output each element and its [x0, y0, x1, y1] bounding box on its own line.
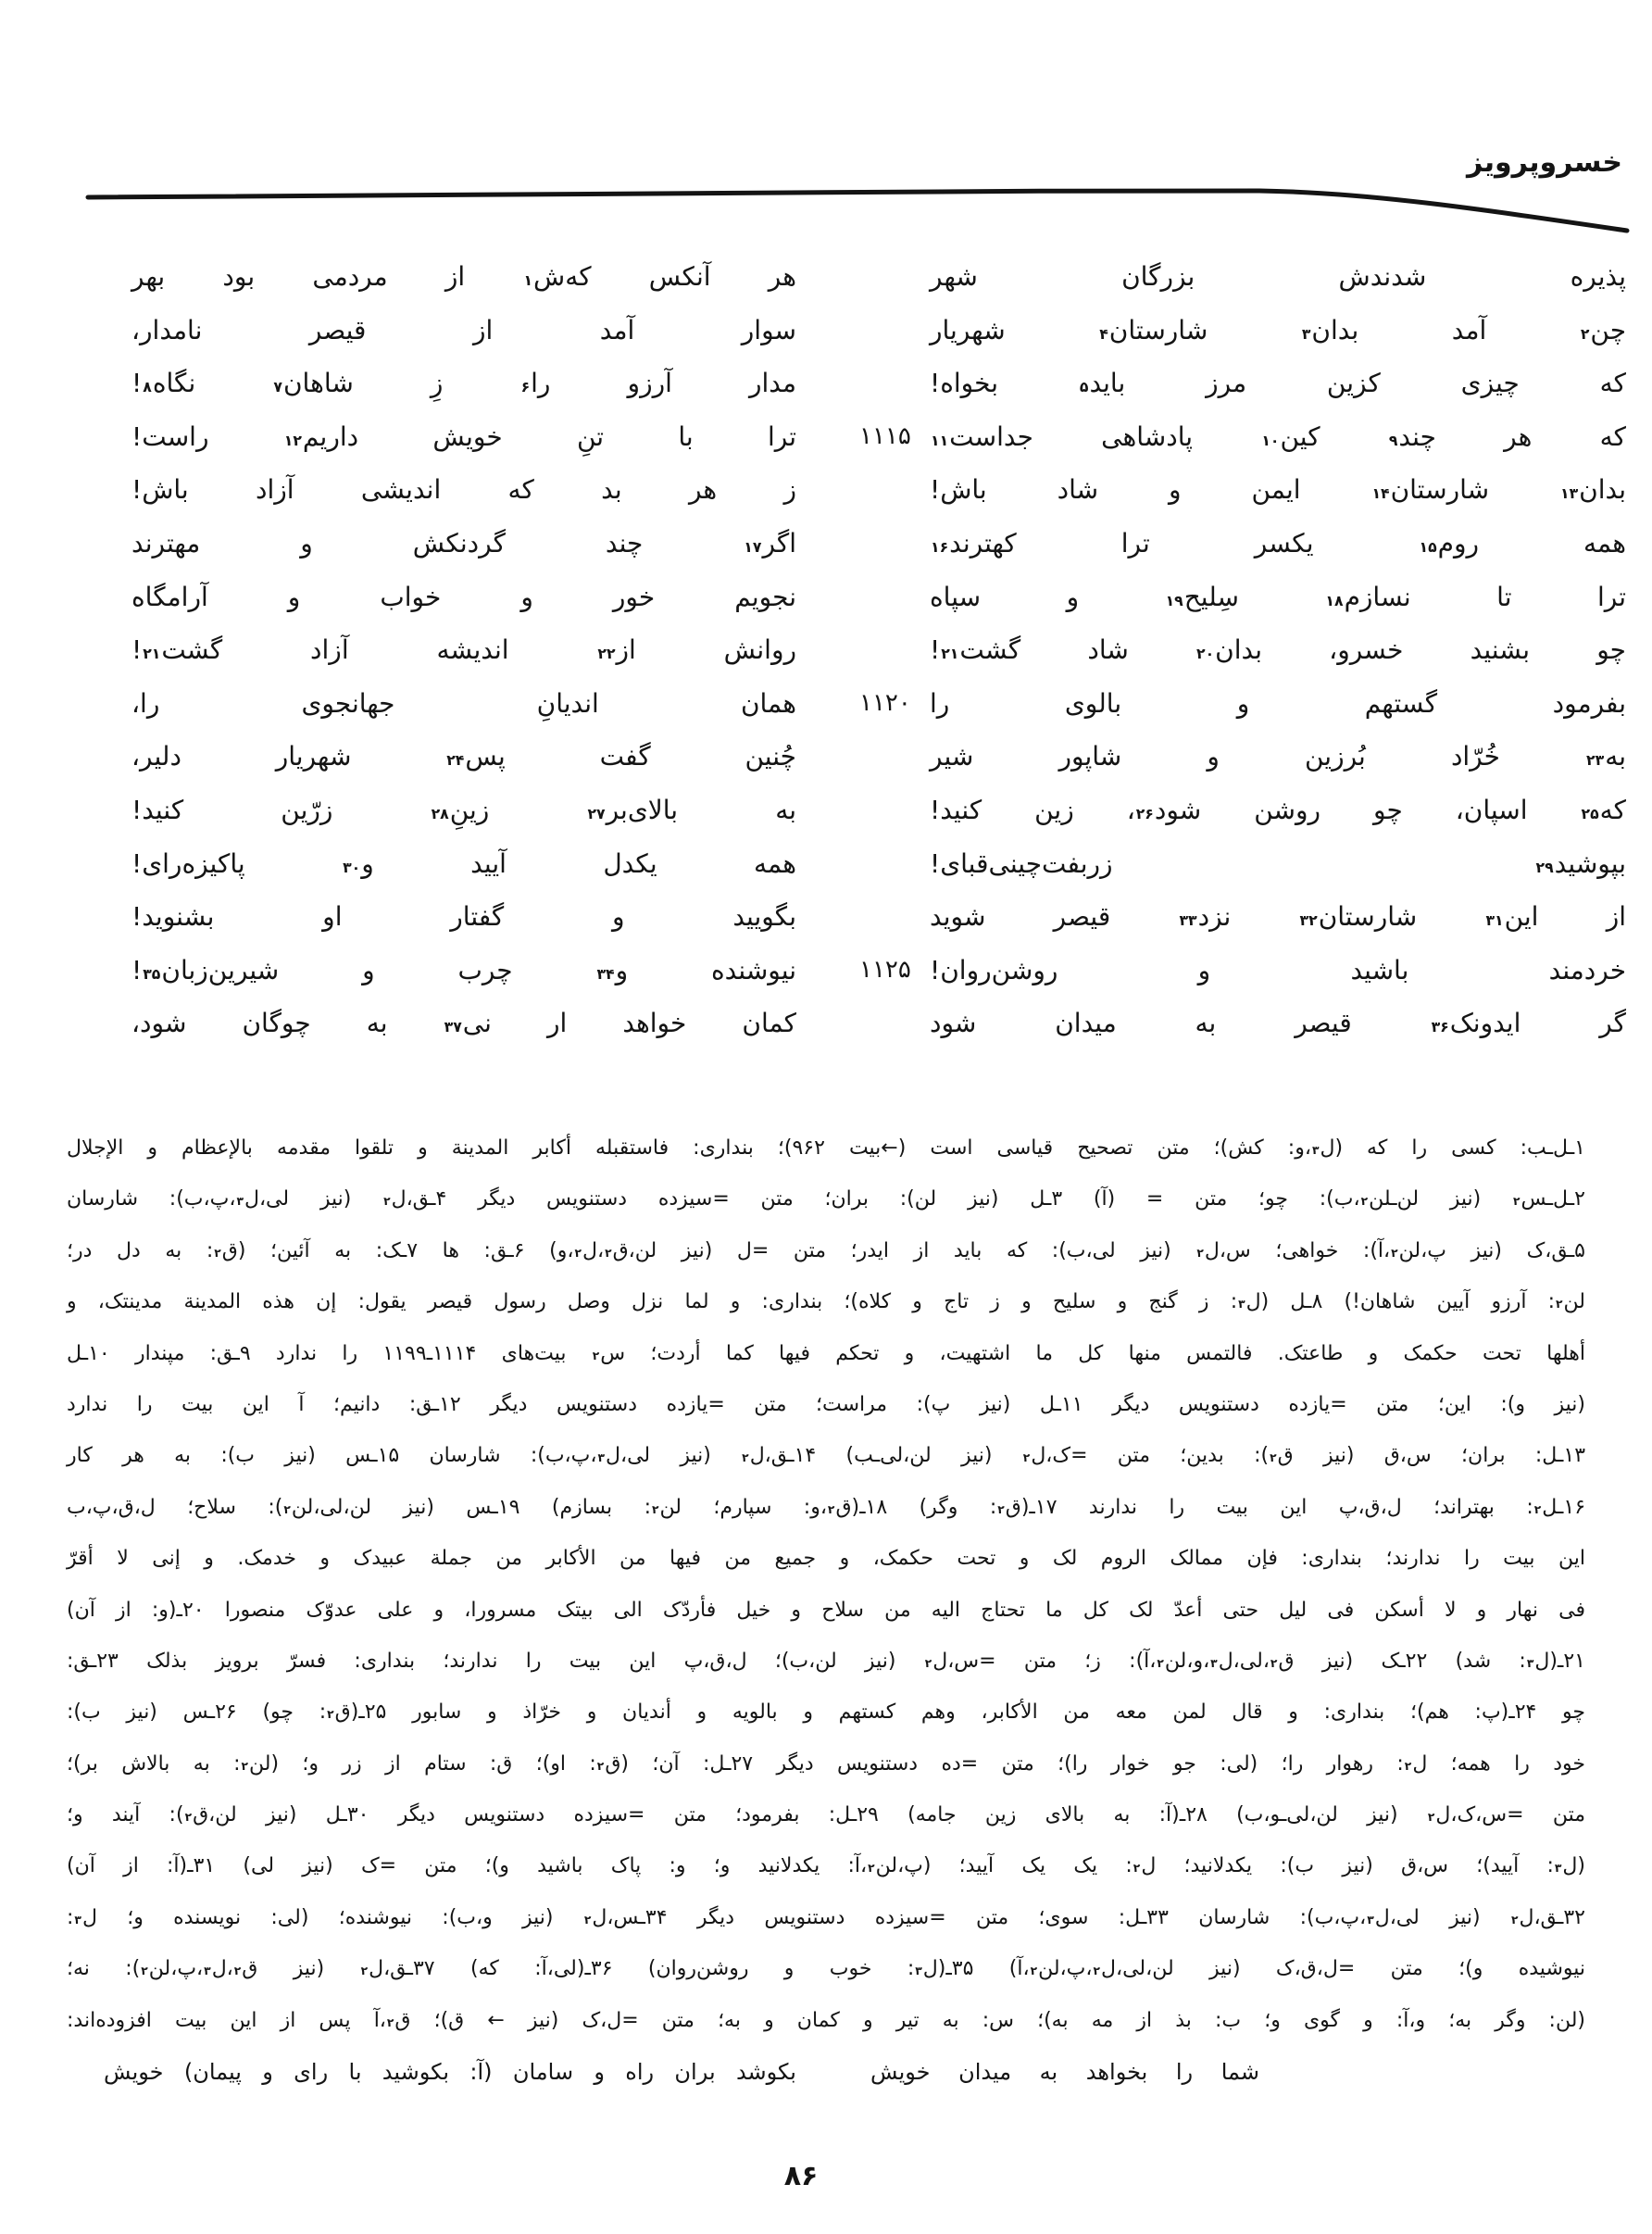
footnote-line: چو ۲۴ـ(پ: هم)؛ بنداری: و قال لمن معه من الأکابر، وهم کستهم و بالویه و أندیان و خرّاذ و سابور ۲۵ـ(ق$^۲$: چو) ۲۶ـس (نیز ب):	[67, 1701, 1585, 1725]
hemistich-first: ترا تا نسازم$^{۱۸}$ سِلیح$^{۱۹}$ و سپاه	[930, 581, 1626, 612]
footnote-line: ۱۶ـل$^۲$: بهتراند؛ ل،ق،پ این بیت را ندارند ۱۷ـ(ق$^۲$: وگر) ۱۸ـ(ق$^۲$،و: سپارم؛ لن$^۲$: بسازم) ۱۹ـس (نیز لن،لی،لن$^۲$): سلاح؛ ل،ق،پ،ب	[67, 1495, 1586, 1519]
footnote-line: ۱۳ـل: بران؛ س،ق (نیز ق$^۲$): بدین؛ متن =ک،ل$^۲$ (نیز لن،لی‌ـب) ۱۴ـق،ل$^۲$ (نیز لی،ل$^۳$،پ،ب): شارسان ۱۵ـس (نیز ب): به هر کار	[67, 1444, 1586, 1468]
footnote-line: ۲۱ـ(ل$^۳$: شد) ۲۲ـک (نیز ق$^۲$،لی،ل$^۳$،و،لن$^۲$،آ): ز؛ متن =س،ل$^۲$ (نیز لن،ب)؛ ل،ق،پ این بیت را ندارند؛ بنداری: فسرّ برویز بذلک ۲۳ـق:	[67, 1649, 1585, 1673]
hemistich-first: چو بشنید خسرو، بدان$^{۲۰}$ شاد گشت$^{۲۱}$!	[930, 634, 1626, 666]
footnote-ref: ۲	[1556, 1298, 1563, 1312]
footnote-ref: ۱۳	[1560, 484, 1579, 503]
footnote-line: (لن: وگر به؛ و،آ: و گوی و؛ ب: بذ از مه به)؛ س: به تیر و کمان و به؛ متن =ل،ک (نیز ← ق)؛ ق$^۲$،آ پس از این بیت افزوده‌اند:	[67, 2008, 1585, 2032]
footnote-ref: ۲	[596, 1759, 605, 1773]
footnote-line: لن$^۲$: آرزو آیین شاهان!) ۸ـل (ل$^۳$: ز گنج و سلیح و ز تاج و کلاه)؛ بنداری: و لما نزل وصل رسول قیصر یقول: إن هذه المدینة مدینتک، و	[67, 1290, 1585, 1314]
footnote-ref: ۲	[214, 1246, 221, 1260]
footnote-ref: ۲	[1510, 1913, 1519, 1927]
footnote-ref: ۲	[1093, 1964, 1100, 1978]
footnote-ref: ۳	[1554, 1862, 1562, 1876]
hemistich-first: خردمند باشید و روشن‌روان! ۱۱۲۵	[930, 944, 1626, 998]
hemistich-second: همه یکدل آیید و$^{۳۰}$ پاکیزه‌رای!	[131, 847, 796, 879]
footnote-ref: ۳	[1210, 1656, 1218, 1670]
footnote-ref: ۳۶	[1431, 1018, 1449, 1036]
footnote-line: خود را همه؛ ل$^۲$: رهوار را؛ (لی: جو خوار را)؛ متن =ده دستنویس دیگر ۲۷ـل: آن؛ (ق$^۲$: او)؛ ق: ستام از زر و؛ (لن$^۲$: به بالاش بر)؛	[67, 1751, 1585, 1776]
footnote-ref: ۱	[523, 271, 533, 289]
footnote-ref: ۴	[1099, 324, 1108, 343]
footnote-ref: ۱۴	[1371, 484, 1390, 503]
footnote-ref: ۳	[236, 1195, 244, 1209]
footnote-ref: ۲	[1360, 1195, 1369, 1209]
footnote-ref: ۳۲	[1299, 911, 1318, 930]
footnote-ref: ۲	[827, 1502, 835, 1516]
footnote-ref: ۳	[915, 1964, 922, 1978]
footnote-ref: ۲۱	[941, 645, 959, 663]
footnote-ref: ۳	[74, 1913, 81, 1927]
footnote-ref: ۲	[1404, 1759, 1412, 1773]
hemistich-second: مدار آرزو را$^۶$ زِ شاهان$^۷$ نگاه$^۸$!	[131, 368, 796, 399]
footnote-ref: ۲۱	[143, 645, 161, 663]
footnote-line: ۳۲ـق،ل$^۲$ (نیز لی،ل$^۳$،پ،ب): شارسان ۳۳ـل: سوی؛ متن =سیزده دستنویس دیگر ۳۴ـس،ل$^۲$ (نیز و،ب): نیوشنده؛ (لی: نویسنده و؛ ل$^۳$:	[67, 1905, 1585, 1929]
hemistich-second: چُنین گفت پس$^{۲۴}$ شهریار دلیر،	[131, 741, 796, 772]
footnote-ref: ۲۶	[1135, 804, 1154, 822]
footnote-ref: ۲۸	[431, 804, 449, 822]
footnote-ref: ۲۴	[446, 751, 465, 770]
poem-column-first-hemistichs	[859, 250, 1627, 1050]
hemistich-first: بدان$^{۱۳}$ شارستان$^{۱۴}$ ایمن و شاد باش!	[930, 474, 1626, 506]
footnote-ref: ۲۳	[1586, 751, 1605, 770]
footnote-ref: ۲	[1580, 324, 1590, 343]
footnote-ref: ۱۲	[283, 431, 302, 449]
footnote-ref: ۲	[651, 1502, 659, 1516]
poem-column-second-hemistichs	[131, 250, 796, 1050]
footnote-ref: ۳	[1367, 1913, 1374, 1927]
footnote-ref: ۲	[1157, 1656, 1164, 1670]
hemistich-first: گر ایدونک$^{۳۶}$ قیصر به میدان شود	[930, 1008, 1626, 1039]
footnote-ref: ۱۱	[931, 431, 949, 449]
hemistich-second: نیوشنده و$^{۳۴}$ چرب و شیرین‌زبان$^{۳۵}$!	[131, 954, 796, 985]
footnote-ref: ۲	[868, 1862, 875, 1876]
hemistich-second: هر آنکس که‌ش$^۱$ از مردمی بود بهر	[131, 261, 796, 292]
hemistich-first: که چیزی کزین مرز باید$^۵$ بخواه!	[930, 368, 1626, 399]
hemistich-second: سوار آمد از قیصر نامدار،	[131, 314, 796, 345]
footnote-ref: ۲	[1427, 1811, 1435, 1825]
page-number: ۸۶	[783, 2160, 819, 2192]
footnote-line: (نیز و): این؛ متن =یازده دستنویس دیگر ۱۱ـل (نیز پ): مراست؛ متن =یازده دستنویس دیگر ۱۲ـق: دانیم؛ آ این بیت را ندارد	[67, 1392, 1585, 1416]
verse-number: ۱۱۱۵	[859, 421, 911, 450]
footnote-ref: ۲	[742, 1451, 749, 1465]
footnote-ref: ۱۵	[1419, 537, 1437, 556]
footnote-ref: ۲	[327, 1708, 334, 1722]
footnote-ref: ۲	[1513, 1195, 1521, 1209]
footnote-ref: ۳	[1526, 1656, 1534, 1670]
footnote-ref: ۳۰	[343, 858, 361, 876]
footnote-line: متن =س،ک،ل$^۲$ (نیز لن،لی‌ـو،ب) ۲۸ـ(آ: به بالای زین جامه) ۲۹ـل: بفرمود؛ متن =سیزده دستنویس دیگر ۳۰ـل (نیز لن،ق$^۲$): آیند و؛	[67, 1803, 1585, 1827]
hemistich-second: بگویید و گفتار او بشنوید!	[131, 901, 796, 933]
footnote-ref: ۲	[592, 1349, 600, 1362]
hemistich-first: چن$^۲$ آمد بدان$^۳$ شارستان$^۴$ شهریار	[930, 314, 1627, 345]
footnote-ref: ۲	[924, 1656, 932, 1670]
footnote-line: ۱ـل‌ـب: کسی را که (ل$^۳$،و: کش)؛ متن تصحیح قیاسی است (←بیت ۹۶۲)؛ بنداری: فاستقبله أکابر المدینة و تلقوا مقدمه بالإعظام و الإجلال	[67, 1136, 1585, 1160]
footnote-ref: ۲	[233, 1964, 242, 1978]
hemistich-first: که$^{۲۵}$ اسپان، چو روشن شود$^{۲۶}$، زین کنید!	[930, 794, 1626, 825]
hemistich-second: روانش از$^{۲۲}$ اندیشه آزاد گشت$^{۲۱}$!	[131, 634, 796, 666]
footnote-ref: ۱۷	[744, 537, 762, 556]
hemistich-first: همه روم$^{۱۵}$ یکسر ترا کهترند$^{۱۶}$	[931, 527, 1626, 558]
footnote-ref: ۲	[1270, 1451, 1277, 1465]
hemistich-second: ترا با تنِ خویش داریم$^{۱۲}$ راست!	[131, 420, 796, 452]
hemistich-first: به$^{۲۳}$ خُرّاد بُرزین و شاپور شیر	[930, 741, 1626, 772]
hemistich-second: همان اندیانِ جهانجوی را،	[131, 687, 796, 719]
footnote-line: ۵ـق،ک (نیز پ،لن$^۲$،آ): خواهی؛ س،ل$^۲$ (نیز لی،ب): که باید از ایدر؛ متن =ل (نیز لن،ق$^۲$،ل$^۲$،و) ۶ـق: ها ۷ـک: به آئین؛ (ق$^۲$: به دل در؛	[67, 1238, 1585, 1262]
footnote-ref: ۳	[204, 1964, 211, 1978]
footnote-line: این بیت را ندارند؛ بنداری: فإن ممالک الروم لک و تحت حکمک، و جمیع من فیها من الأکابر من جملة عبیدک و خدمک. و إنی لا أقرّ	[67, 1547, 1585, 1571]
footnote-line: أهلها تحت حکمک و طاعتک. فالتمس منها کل ما اشتهیت، و تحکم فیها کما أردت؛ س$^۲$ بیت‌های ۱۱۱۴ـ۱۱۹۹ را ندارد ۹ـق: مپندار ۱۰ـل	[67, 1341, 1585, 1365]
footnote-ref: ۱۶	[931, 537, 949, 556]
footnote-ref: ۳	[1301, 324, 1311, 343]
footnote-ref: ۶	[520, 378, 531, 396]
hemistich-second: اگر$^{۱۷}$ چند گردنکش و مهترند	[131, 527, 796, 558]
footnote-ref: ۲	[997, 1502, 1005, 1516]
footnote-ref: ۲۲	[597, 645, 616, 663]
footnote-ref: ۲	[360, 1964, 369, 1978]
addendum-hemistich-second: بکوشد بران راه و سامان (آ: بکوشید با رای و پیمان) خویش	[104, 2059, 796, 2085]
footnote-line: ۲ـل‌ـس$^۲$ (نیز لن‌ـلن$^۲$،ب): چو؛ متن = (آ) ۳ـل (نیز لن): بران؛ متن =سیزده دستنویس دیگر ۴ـق،ل$^۲$ (نیز لی،ل$^۳$،پ،ب): شارسان	[67, 1187, 1585, 1211]
hemistich-second: به بالای‌بر$^{۲۷}$ زینِ$^{۲۸}$ زرّین کنید!	[131, 794, 796, 825]
footnote-ref: ۲	[1391, 1246, 1398, 1260]
hemistich-second: نجویم خور و خواب و آرامگاه	[131, 581, 796, 612]
verse-number: ۱۱۲۵	[859, 955, 911, 984]
footnote-ref: ۲	[1133, 1862, 1141, 1876]
footnote-ref: ۲۷	[587, 804, 606, 822]
verse-number: ۱۱۲۰	[859, 688, 911, 717]
hemistich-first: بپوشید$^{۲۹}$ زربفت‌چینی‌قبای!	[930, 847, 1626, 879]
hemistich-second: کمان خواهد ار نی$^{۳۷}$ به چوگان شود،	[131, 1008, 797, 1039]
footnote-ref: ۳۳	[1179, 911, 1197, 930]
footnote-ref: ۱۸	[1325, 591, 1344, 609]
hemistich-first: پذیره شدندش بزرگان شهر	[930, 261, 1626, 292]
footnote-ref: ۲	[141, 1964, 148, 1978]
footnote-line: فی نهار و لا أسکن فی لیل حتی أعدّ لک کل ما تحتاج الیه من سلاح و خیل فأردّک الی بیتک مسرورا، و علی عدوّک منصورا ۲۰ـ(و: از آن)	[67, 1598, 1586, 1622]
addendum-hemistich-first: شما را بخواهد به میدان خویش	[870, 2059, 1259, 2085]
header-rule	[0, 0, 1652, 259]
footnote-ref: ۲۵	[1581, 804, 1599, 822]
footnote-ref: ۹	[1388, 431, 1398, 449]
footnote-ref: ۳	[597, 1451, 605, 1465]
hemistich-first: که هر چند$^۹$ کین$^{۱۰}$ پادشاهی جداست$^{۱۱}$ ۱۱۱۵	[930, 410, 1626, 464]
footnote-line: (ل$^۳$: آیید)؛ س،ق (نیز ب): یکدلانید؛ ل$^۲$: یک یک آیید؛ (پ،لن$^۲$،آ: یکدلانید و؛ و: پاک باشید و)؛ متن =ک (نیز لی) ۳۱ـ(آ: از آن)	[67, 1854, 1585, 1878]
page-header-title: خسروپرویز	[1467, 146, 1622, 179]
footnote-ref: ۷	[273, 378, 282, 396]
footnote-ref: ۲	[184, 1811, 193, 1825]
footnote-ref: ۲	[383, 1195, 391, 1209]
footnote-ref: ۲	[574, 1246, 582, 1260]
footnote-ref: ۳۷	[444, 1018, 462, 1036]
footnote-ref: ۳	[1238, 1298, 1245, 1312]
footnote-ref: ۳۵	[143, 964, 161, 983]
footnote-ref: ۲	[583, 1913, 592, 1927]
footnote-ref: ۲۰	[1196, 645, 1215, 663]
footnote-ref: ۲	[1533, 1502, 1542, 1516]
footnote-ref: ۱۹	[1165, 591, 1183, 609]
critical-apparatus-footnotes	[67, 1123, 1585, 2046]
footnote-ref: ۱۰	[1261, 431, 1280, 449]
footnote-ref: ۲	[1022, 1451, 1031, 1465]
footnote-ref: ۲	[241, 1759, 249, 1773]
footnote-ref: ۲	[605, 1246, 612, 1260]
footnote-ref: ۲	[283, 1502, 291, 1516]
hemistich-first: بفرمود گستهم و بالوی را ۱۱۲۰	[930, 677, 1626, 731]
footnote-ref: ۳۱	[1485, 911, 1504, 930]
hemistich-second: ز هر بد که اندیشی آزاد باش!	[131, 474, 796, 506]
footnote-line: نیوشیده و)؛ متن =ل،ق،ک (نیز لن،لی،ل$^۲$،پ،لن$^۲$،آ) ۳۵ـ(ل$^۳$: خوب و روشن‌روان) ۳۶ـ(لی،آ: که) ۳۷ـق،ل$^۲$ (نیز ق$^۲$،ل$^۳$،پ،لن$^۲$): نه؛	[67, 1957, 1586, 1981]
footnote-ref: ۲	[1270, 1656, 1278, 1670]
footnote-ref: ۳۴	[596, 964, 615, 983]
footnote-ref: ۲۹	[1535, 858, 1554, 876]
footnote-ref: ۲	[386, 2015, 394, 2029]
footnote-ref: ۵	[1079, 378, 1089, 396]
footnote-ref: ۸	[143, 378, 152, 396]
footnote-ref: ۳	[1311, 1144, 1320, 1157]
footnote-ref: ۲	[1030, 1964, 1038, 1978]
footnote-ref: ۲	[1196, 1246, 1204, 1260]
hemistich-first: از این$^{۳۱}$ شارستان$^{۳۲}$ نزد$^{۳۳}$ قیصر شوید	[930, 901, 1626, 933]
